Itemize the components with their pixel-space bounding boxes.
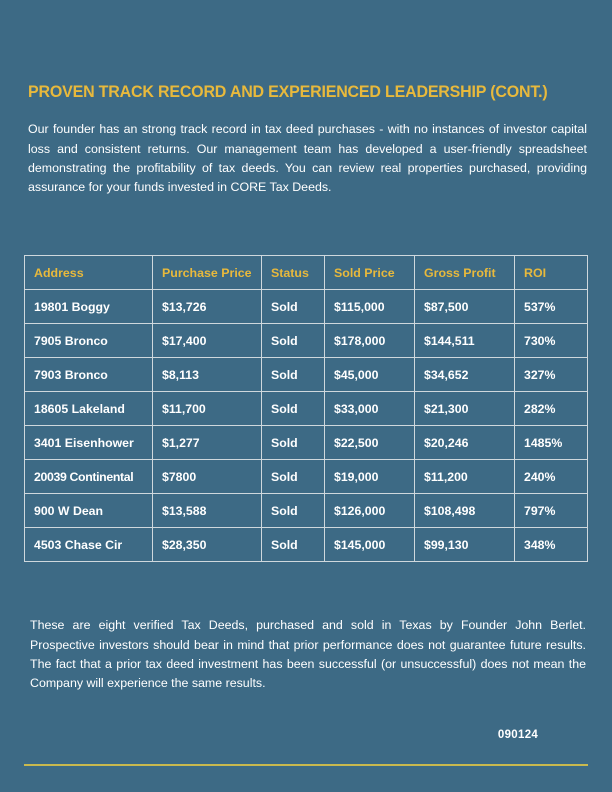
column-header-address: Address (25, 256, 153, 290)
table-row (25, 358, 588, 392)
cell-roi: 282% (515, 392, 588, 426)
cell-address: 19801 Boggy (25, 290, 153, 324)
cell-address: 900 W Dean (25, 494, 153, 528)
cell-sold-price: $178,000 (325, 324, 415, 358)
cell-address: 4503 Chase Cir (25, 528, 153, 562)
table-row (25, 460, 588, 494)
cell-roi: 537% (515, 290, 588, 324)
cell-purchase-price: $8,113 (153, 358, 262, 392)
cell-gross-profit: $34,652 (415, 358, 515, 392)
cell-sold-price: $45,000 (325, 358, 415, 392)
cell-status: Sold (262, 494, 325, 528)
cell-sold-price: $115,000 (325, 290, 415, 324)
tax-deeds-table (24, 255, 588, 562)
cell-address: 20039 Continental (25, 460, 153, 494)
cell-address: 7903 Bronco (25, 358, 153, 392)
column-header-purchase-price: Purchase Price (153, 256, 262, 290)
cell-status: Sold (262, 528, 325, 562)
cell-purchase-price: $13,726 (153, 290, 262, 324)
cell-status: Sold (262, 290, 325, 324)
tax-deeds-table-container (24, 255, 588, 562)
column-header-gross-profit: Gross Profit (415, 256, 515, 290)
cell-purchase-price: $11,700 (153, 392, 262, 426)
cell-roi: 348% (515, 528, 588, 562)
cell-gross-profit: $20,246 (415, 426, 515, 460)
cell-sold-price: $19,000 (325, 460, 415, 494)
cell-purchase-price: $13,588 (153, 494, 262, 528)
cell-status: Sold (262, 324, 325, 358)
intro-paragraph: Our founder has an strong track record in tax deed purchases - with no instances of investor capital loss and consistent returns. Our management team has developed a user-friendly spreadsheet demonstrating the profitability of tax deeds. You can review real properties purchased, providing assurance for your funds invested in CORE Tax Deeds. (28, 122, 587, 194)
cell-address: 18605 Lakeland (25, 392, 153, 426)
cell-gross-profit: $21,300 (415, 392, 515, 426)
table-row (25, 494, 588, 528)
cell-gross-profit: $144,511 (415, 324, 515, 358)
page-title: PROVEN TRACK RECORD AND EXPERIENCED LEADERSHIP (CONT.) (28, 83, 548, 102)
cell-roi: 797% (515, 494, 588, 528)
cell-gross-profit: $99,130 (415, 528, 515, 562)
cell-gross-profit: $11,200 (415, 460, 515, 494)
table-body (25, 290, 588, 562)
table-header-row (25, 256, 588, 290)
disclaimer-paragraph: These are eight verified Tax Deeds, purchased and sold in Texas by Founder John Berlet. Prospective investors should bear in mind that prior performance does not guarantee future results. The fact that a prior tax deed investment has been successful (or unsuccessful) does not mean the Company will experience the same results. (30, 618, 586, 690)
cell-purchase-price: $1,277 (153, 426, 262, 460)
column-header-sold-price: Sold Price (325, 256, 415, 290)
cell-purchase-price: $7800 (153, 460, 262, 494)
table-row (25, 324, 588, 358)
table-row (25, 426, 588, 460)
table-row (25, 290, 588, 324)
cell-roi: 240% (515, 460, 588, 494)
cell-roi: 327% (515, 358, 588, 392)
footer-divider-rule (24, 764, 588, 766)
cell-status: Sold (262, 460, 325, 494)
cell-sold-price: $33,000 (325, 392, 415, 426)
cell-sold-price: $126,000 (325, 494, 415, 528)
column-header-roi: ROI (515, 256, 588, 290)
column-header-status: Status (262, 256, 325, 290)
cell-status: Sold (262, 426, 325, 460)
footer-document-code: 090124 (497, 729, 539, 741)
cell-roi: 730% (515, 324, 588, 358)
table-header (25, 256, 588, 290)
cell-roi: 1485% (515, 426, 588, 460)
cell-purchase-price: $28,350 (153, 528, 262, 562)
cell-sold-price: $145,000 (325, 528, 415, 562)
table-row (25, 392, 588, 426)
cell-sold-price: $22,500 (325, 426, 415, 460)
cell-address: 7905 Bronco (25, 324, 153, 358)
cell-address: 3401 Eisenhower (25, 426, 153, 460)
cell-gross-profit: $87,500 (415, 290, 515, 324)
cell-status: Sold (262, 358, 325, 392)
table-row (25, 528, 588, 562)
cell-gross-profit: $108,498 (415, 494, 515, 528)
cell-purchase-price: $17,400 (153, 324, 262, 358)
cell-status: Sold (262, 392, 325, 426)
